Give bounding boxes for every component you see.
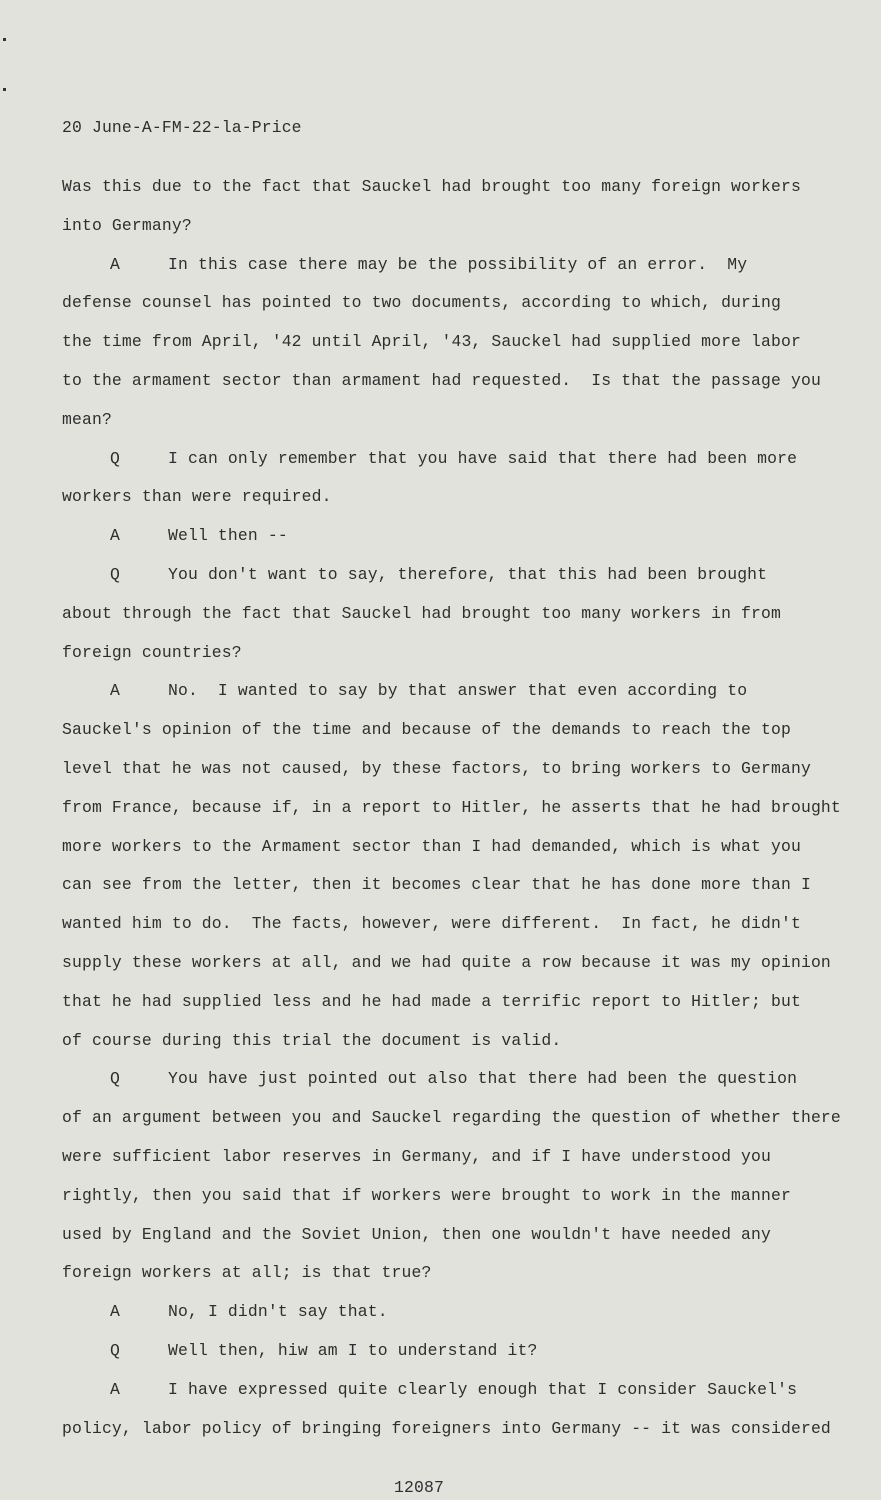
transcript-line: Well then -- <box>168 526 288 545</box>
speaker-label: Q <box>110 1341 120 1360</box>
speaker-label: A <box>110 1380 120 1399</box>
transcript-line: that he had supplied less and he had made a terrific report to Hitler; but <box>62 992 801 1011</box>
transcript-line: into Germany? <box>62 216 192 235</box>
transcript-line: You don't want to say, therefore, that this had been brought <box>168 565 768 584</box>
transcript-line: policy, labor policy of bringing foreigners into Germany -- it was considered <box>62 1419 831 1438</box>
transcript-line: Sauckel's opinion of the time and because of the demands to reach the top <box>62 720 791 739</box>
page-header: 20 June-A-FM-22-la-Price <box>62 118 302 137</box>
transcript-line: of course during this trial the document is valid. <box>62 1031 562 1050</box>
transcript-line: Was this due to the fact that Sauckel had brought too many foreign workers <box>62 177 801 196</box>
transcript-line: defense counsel has pointed to two documents, according to which, during <box>62 293 781 312</box>
speaker-label: A <box>110 255 120 274</box>
transcript-line: about through the fact that Sauckel had brought too many workers in from <box>62 604 781 623</box>
transcript-line: No, I didn't say that. <box>168 1302 388 1321</box>
transcript-line: mean? <box>62 410 112 429</box>
transcript-line: to the armament sector than armament had requested. Is that the passage you <box>62 371 821 390</box>
transcript-line: I can only remember that you have said that there had been more <box>168 449 798 468</box>
transcript-line: were sufficient labor reserves in Germany, and if I have understood you <box>62 1147 772 1166</box>
transcript-line: In this case there may be the possibility of an error. My <box>168 255 748 274</box>
transcript-line: of an argument between you and Sauckel regarding the question of whether there <box>62 1108 841 1127</box>
transcript-line: Well then, hiw am I to understand it? <box>168 1341 538 1360</box>
transcript-line: supply these workers at all, and we had quite a row because it was my opinion <box>62 953 831 972</box>
speaker-label: Q <box>110 449 120 468</box>
speaker-label: A <box>110 1302 120 1321</box>
transcript-line: You have just pointed out also that there had been the question <box>168 1069 798 1088</box>
page-number: 12087 <box>394 1478 444 1497</box>
speaker-label: A <box>110 681 120 700</box>
margin-mark <box>3 88 6 91</box>
speaker-label: Q <box>110 1069 120 1088</box>
transcript-line: rightly, then you said that if workers were brought to work in the manner <box>62 1186 791 1205</box>
transcript-line: foreign workers at all; is that true? <box>62 1263 432 1282</box>
transcript-line: can see from the letter, then it becomes clear that he has done more than I <box>62 875 811 894</box>
transcript-line: No. I wanted to say by that answer that even according to <box>168 681 748 700</box>
transcript-line: workers than were required. <box>62 487 332 506</box>
margin-mark <box>3 38 6 41</box>
transcript-line: the time from April, '42 until April, '43, Sauckel had supplied more labor <box>62 332 801 351</box>
transcript-line: from France, because if, in a report to Hitler, he asserts that he had brought <box>62 798 841 817</box>
transcript-line: I have expressed quite clearly enough that I consider Sauckel's <box>168 1380 798 1399</box>
transcript-line: level that he was not caused, by these factors, to bring workers to Germany <box>62 759 811 778</box>
transcript-line: used by England and the Soviet Union, then one wouldn't have needed any <box>62 1225 772 1244</box>
transcript-line: wanted him to do. The facts, however, were different. In fact, he didn't <box>62 914 801 933</box>
transcript-line: foreign countries? <box>62 643 242 662</box>
speaker-label: A <box>110 526 120 545</box>
transcript-line: more workers to the Armament sector than I had demanded, which is what you <box>62 837 801 856</box>
speaker-label: Q <box>110 565 120 584</box>
